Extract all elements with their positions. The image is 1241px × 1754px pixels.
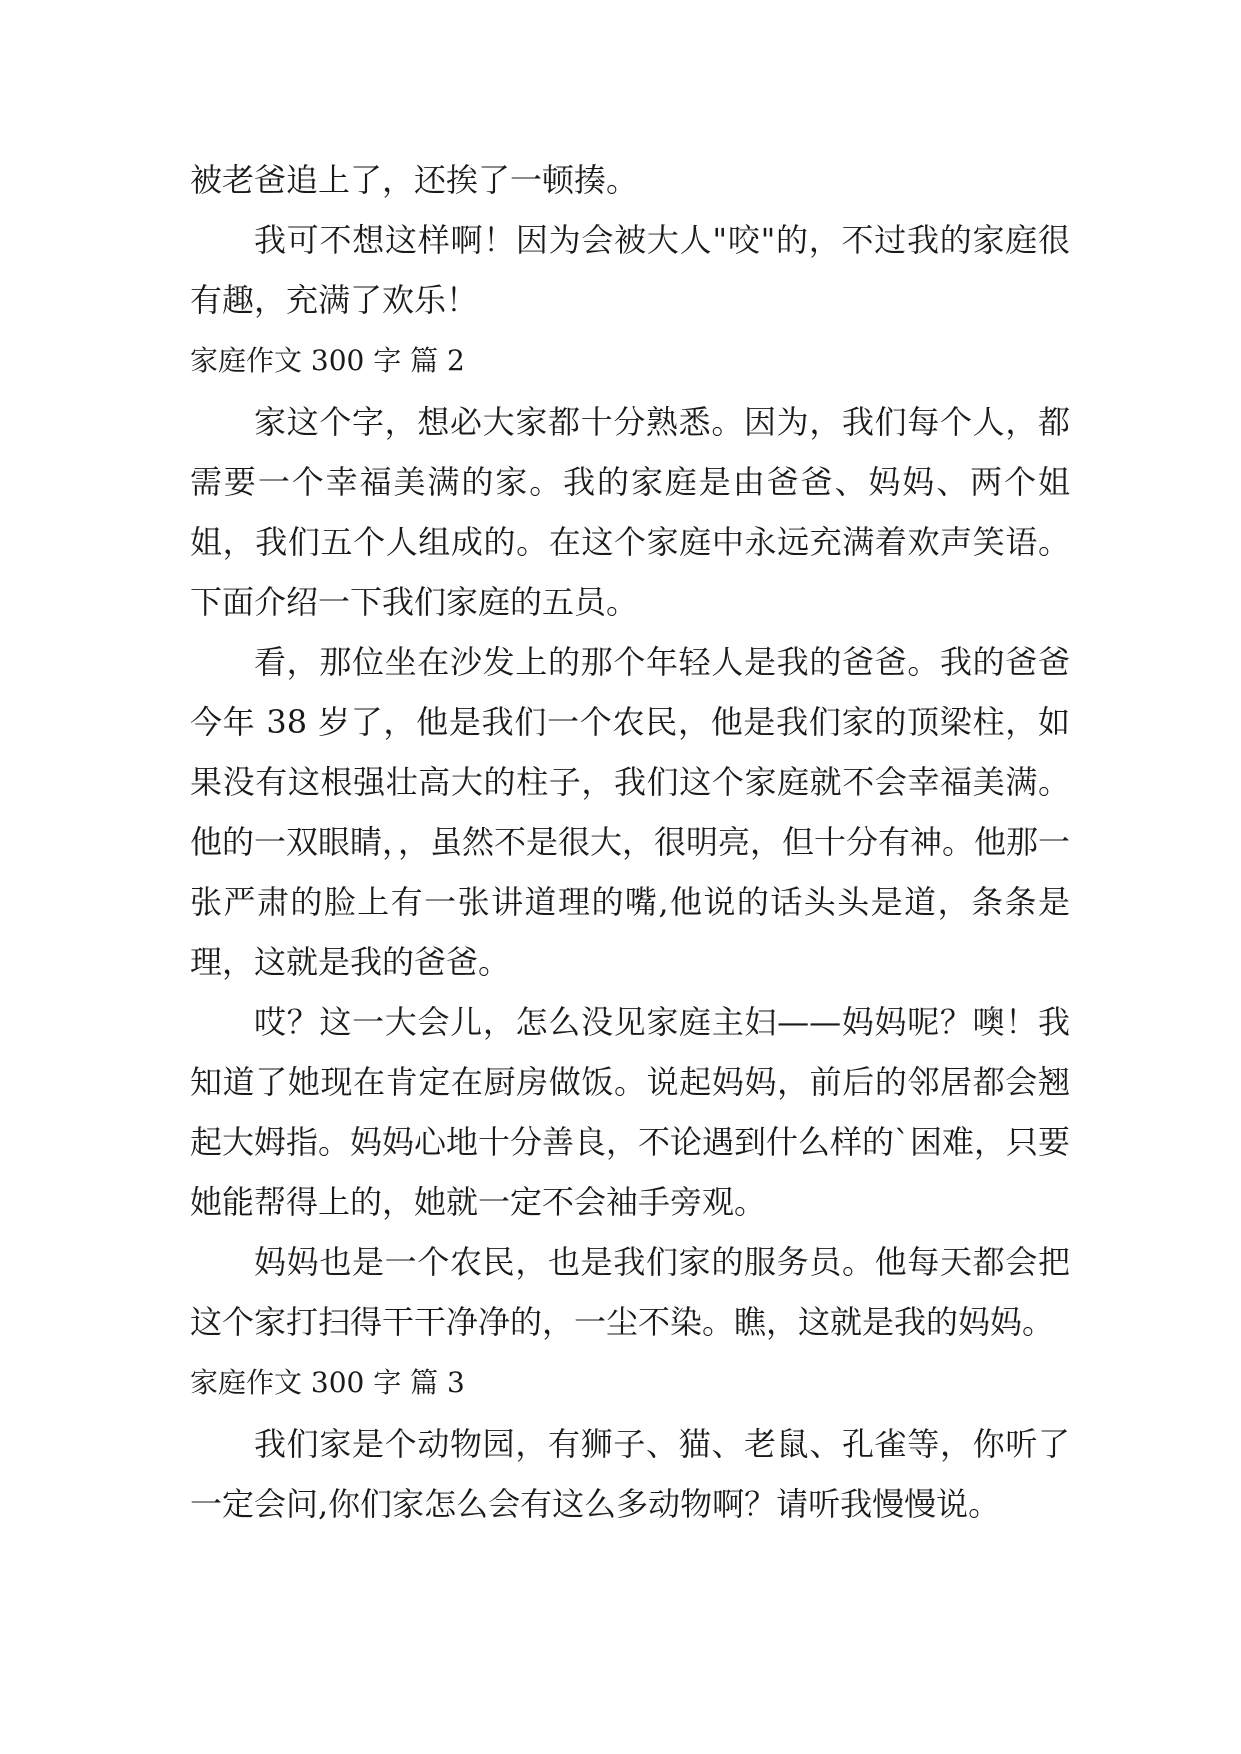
section-heading-2: 家庭作文 300 字 篇 2 — [190, 344, 465, 377]
paragraph-1: 被老爸追上了，还挨了一顿揍。 — [190, 161, 639, 199]
paragraph-6: 妈妈也是一个农民，也是我们家的服务员。他每天都会把这个家打扫得干干净净的，一尘不染。瞧，这就是我的妈妈。 — [190, 1243, 1070, 1341]
paragraph-3: 家这个字，想必大家都十分熟悉。因为，我们每个人，都需要一个幸福美满的家。我的家庭是由爸爸、妈妈、两个姐姐，我们五个人组成的。在这个家庭中永远充满着欢声笑语。下面介绍一下我们家庭的五员。 — [190, 403, 1070, 621]
article-body — [190, 150, 1070, 1534]
paragraph-2: 我可不想这样啊！因为会被大人"咬"的，不过我的家庭很有趣，充满了欢乐！ — [190, 221, 1070, 319]
paragraph-7: 我们家是个动物园，有狮子、猫、老鼠、孔雀等，你听了一定会问,你们家怎么会有这么多动物啊？请听我慢慢说。 — [190, 1425, 1070, 1523]
paragraph-4: 看，那位坐在沙发上的那个年轻人是我的爸爸。我的爸爸今年 38 岁了，他是我们一个农民，他是我们家的顶梁柱，如果没有这根强壮高大的柱子，我们这个家庭就不会幸福美满。他的一双眼睛，，虽然不是很大，很明亮，但十分有神。他那一张严肃的脸上有一张讲道理的嘴,他说的话头头是道，条条是理，这就是我的爸爸。 — [190, 643, 1071, 981]
section-heading-3: 家庭作文 300 字 篇 3 — [190, 1366, 465, 1399]
paragraph-5: 哎？这一大会儿，怎么没见家庭主妇——妈妈呢？噢！我知道了她现在肯定在厨房做饭。说起妈妈，前后的邻居都会翘起大姆指。妈妈心地十分善良，不论遇到什么样的`困难，只要她能帮得上的，她就一定不会袖手旁观。 — [190, 1003, 1071, 1221]
